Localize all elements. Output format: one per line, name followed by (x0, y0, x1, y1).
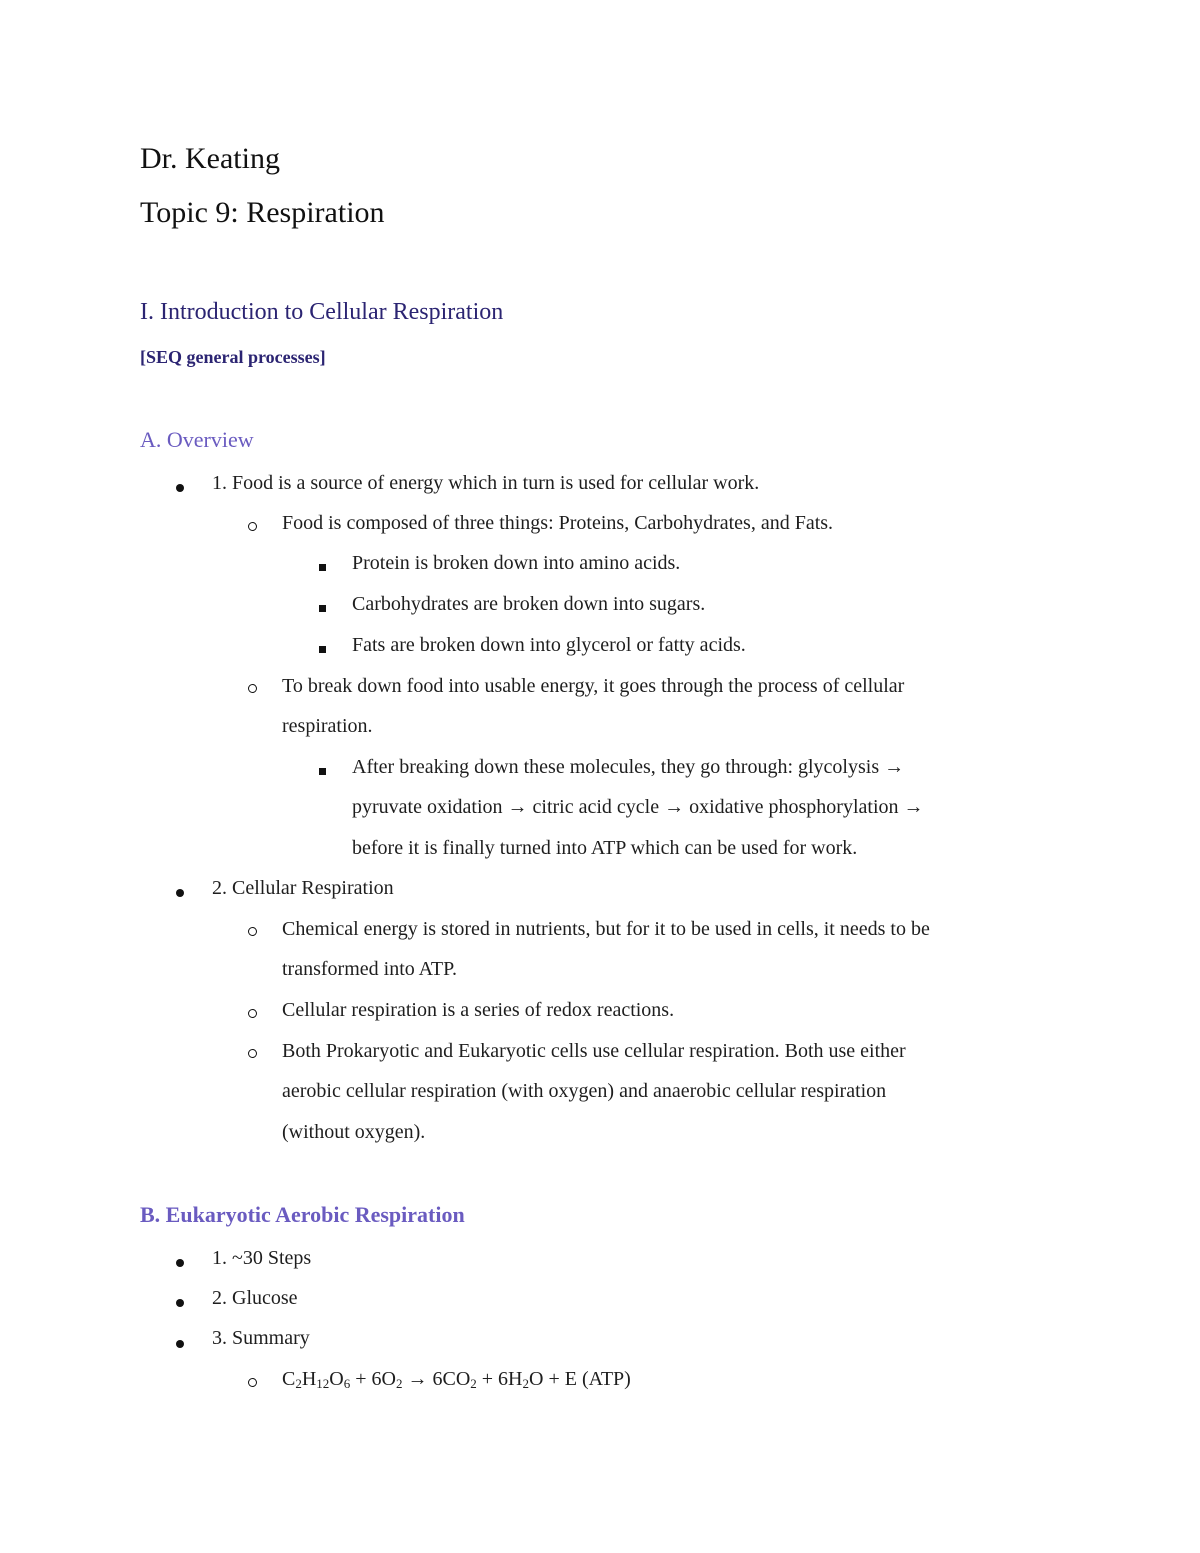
bullet-circle (248, 927, 257, 936)
eq-part: O (329, 1368, 344, 1390)
list-item: Fats are broken down into glycerol or fatty acids. (352, 634, 746, 656)
bullet-circle (248, 1049, 257, 1058)
list-item: 1. ~30 Steps (212, 1247, 312, 1269)
bullet-circle (248, 1009, 257, 1018)
topic-title: Topic 9: Respiration (140, 196, 385, 229)
bullet-dot (176, 889, 184, 897)
eq-subscript: 2 (522, 1376, 530, 1391)
bullet-dot (176, 484, 184, 492)
list-item-continuation: (without oxygen). (282, 1121, 426, 1143)
list-item: 2. Glucose (212, 1287, 298, 1309)
respiration-equation (282, 1368, 631, 1391)
list-item-continuation: before it is finally turned into ATP which can be used for work. (352, 837, 858, 859)
eq-subscript: 2 (470, 1376, 477, 1391)
bullet-dot (176, 1259, 184, 1267)
list-item: Carbohydrates are broken down into sugars. (352, 593, 706, 615)
aerobic-heading: B. Eukaryotic Aerobic Respiration (140, 1202, 465, 1227)
eq-part: + 6O (350, 1368, 396, 1390)
bullet-dot (176, 1299, 184, 1307)
list-item: Both Prokaryotic and Eukaryotic cells use cellular respiration. Both use either (282, 1040, 906, 1062)
list-item-continuation: pyruvate oxidation → citric acid cycle → oxidative phosphorylation → (352, 796, 924, 818)
list-item: 2. Cellular Respiration (212, 877, 394, 899)
list-item: 1. Food is a source of energy which in turn is used for cellular work. (212, 472, 760, 494)
eq-subscript: 12 (316, 1376, 330, 1391)
list-item-continuation: transformed into ATP. (282, 958, 457, 980)
overview-heading: A. Overview (140, 427, 254, 452)
list-item: Chemical energy is stored in nutrients, but for it to be used in cells, it needs to be (282, 918, 930, 940)
eq-part: C (282, 1368, 296, 1390)
eq-subscript: 6 (343, 1376, 351, 1391)
list-item: Cellular respiration is a series of redox reactions. (282, 999, 675, 1021)
bullet-circle (248, 1378, 257, 1387)
eq-part: O + E (ATP) (529, 1368, 631, 1390)
eq-subscript: 2 (295, 1376, 302, 1391)
list-item: Food is composed of three things: Proteins, Carbohydrates, and Fats. (282, 512, 834, 534)
eq-subscript: 2 (395, 1376, 403, 1391)
eq-part: → 6CO (402, 1368, 471, 1390)
eq-part: H (301, 1368, 317, 1390)
list-item-continuation: aerobic cellular respiration (with oxygen) and anaerobic cellular respiration (282, 1080, 887, 1102)
bullet-square (319, 564, 326, 571)
list-item-continuation: respiration. (282, 715, 373, 737)
bullet-circle (248, 522, 257, 531)
list-item: After breaking down these molecules, they go through: glycolysis → (352, 756, 905, 778)
list-item: Protein is broken down into amino acids. (352, 552, 681, 574)
bullet-square (319, 605, 326, 612)
bullet-circle (248, 684, 257, 693)
list-item: 3. Summary (212, 1327, 310, 1349)
bullet-dot (176, 1340, 184, 1348)
list-item: To break down food into usable energy, it goes through the process of cellular (282, 675, 905, 697)
bullet-square (319, 646, 326, 653)
eq-part: + 6H (476, 1368, 523, 1390)
section-heading: I. Introduction to Cellular Respiration (140, 299, 504, 325)
author-name: Dr. Keating (140, 142, 280, 175)
bullet-square (319, 768, 326, 775)
seq-tag: [SEQ general processes] (140, 347, 326, 367)
